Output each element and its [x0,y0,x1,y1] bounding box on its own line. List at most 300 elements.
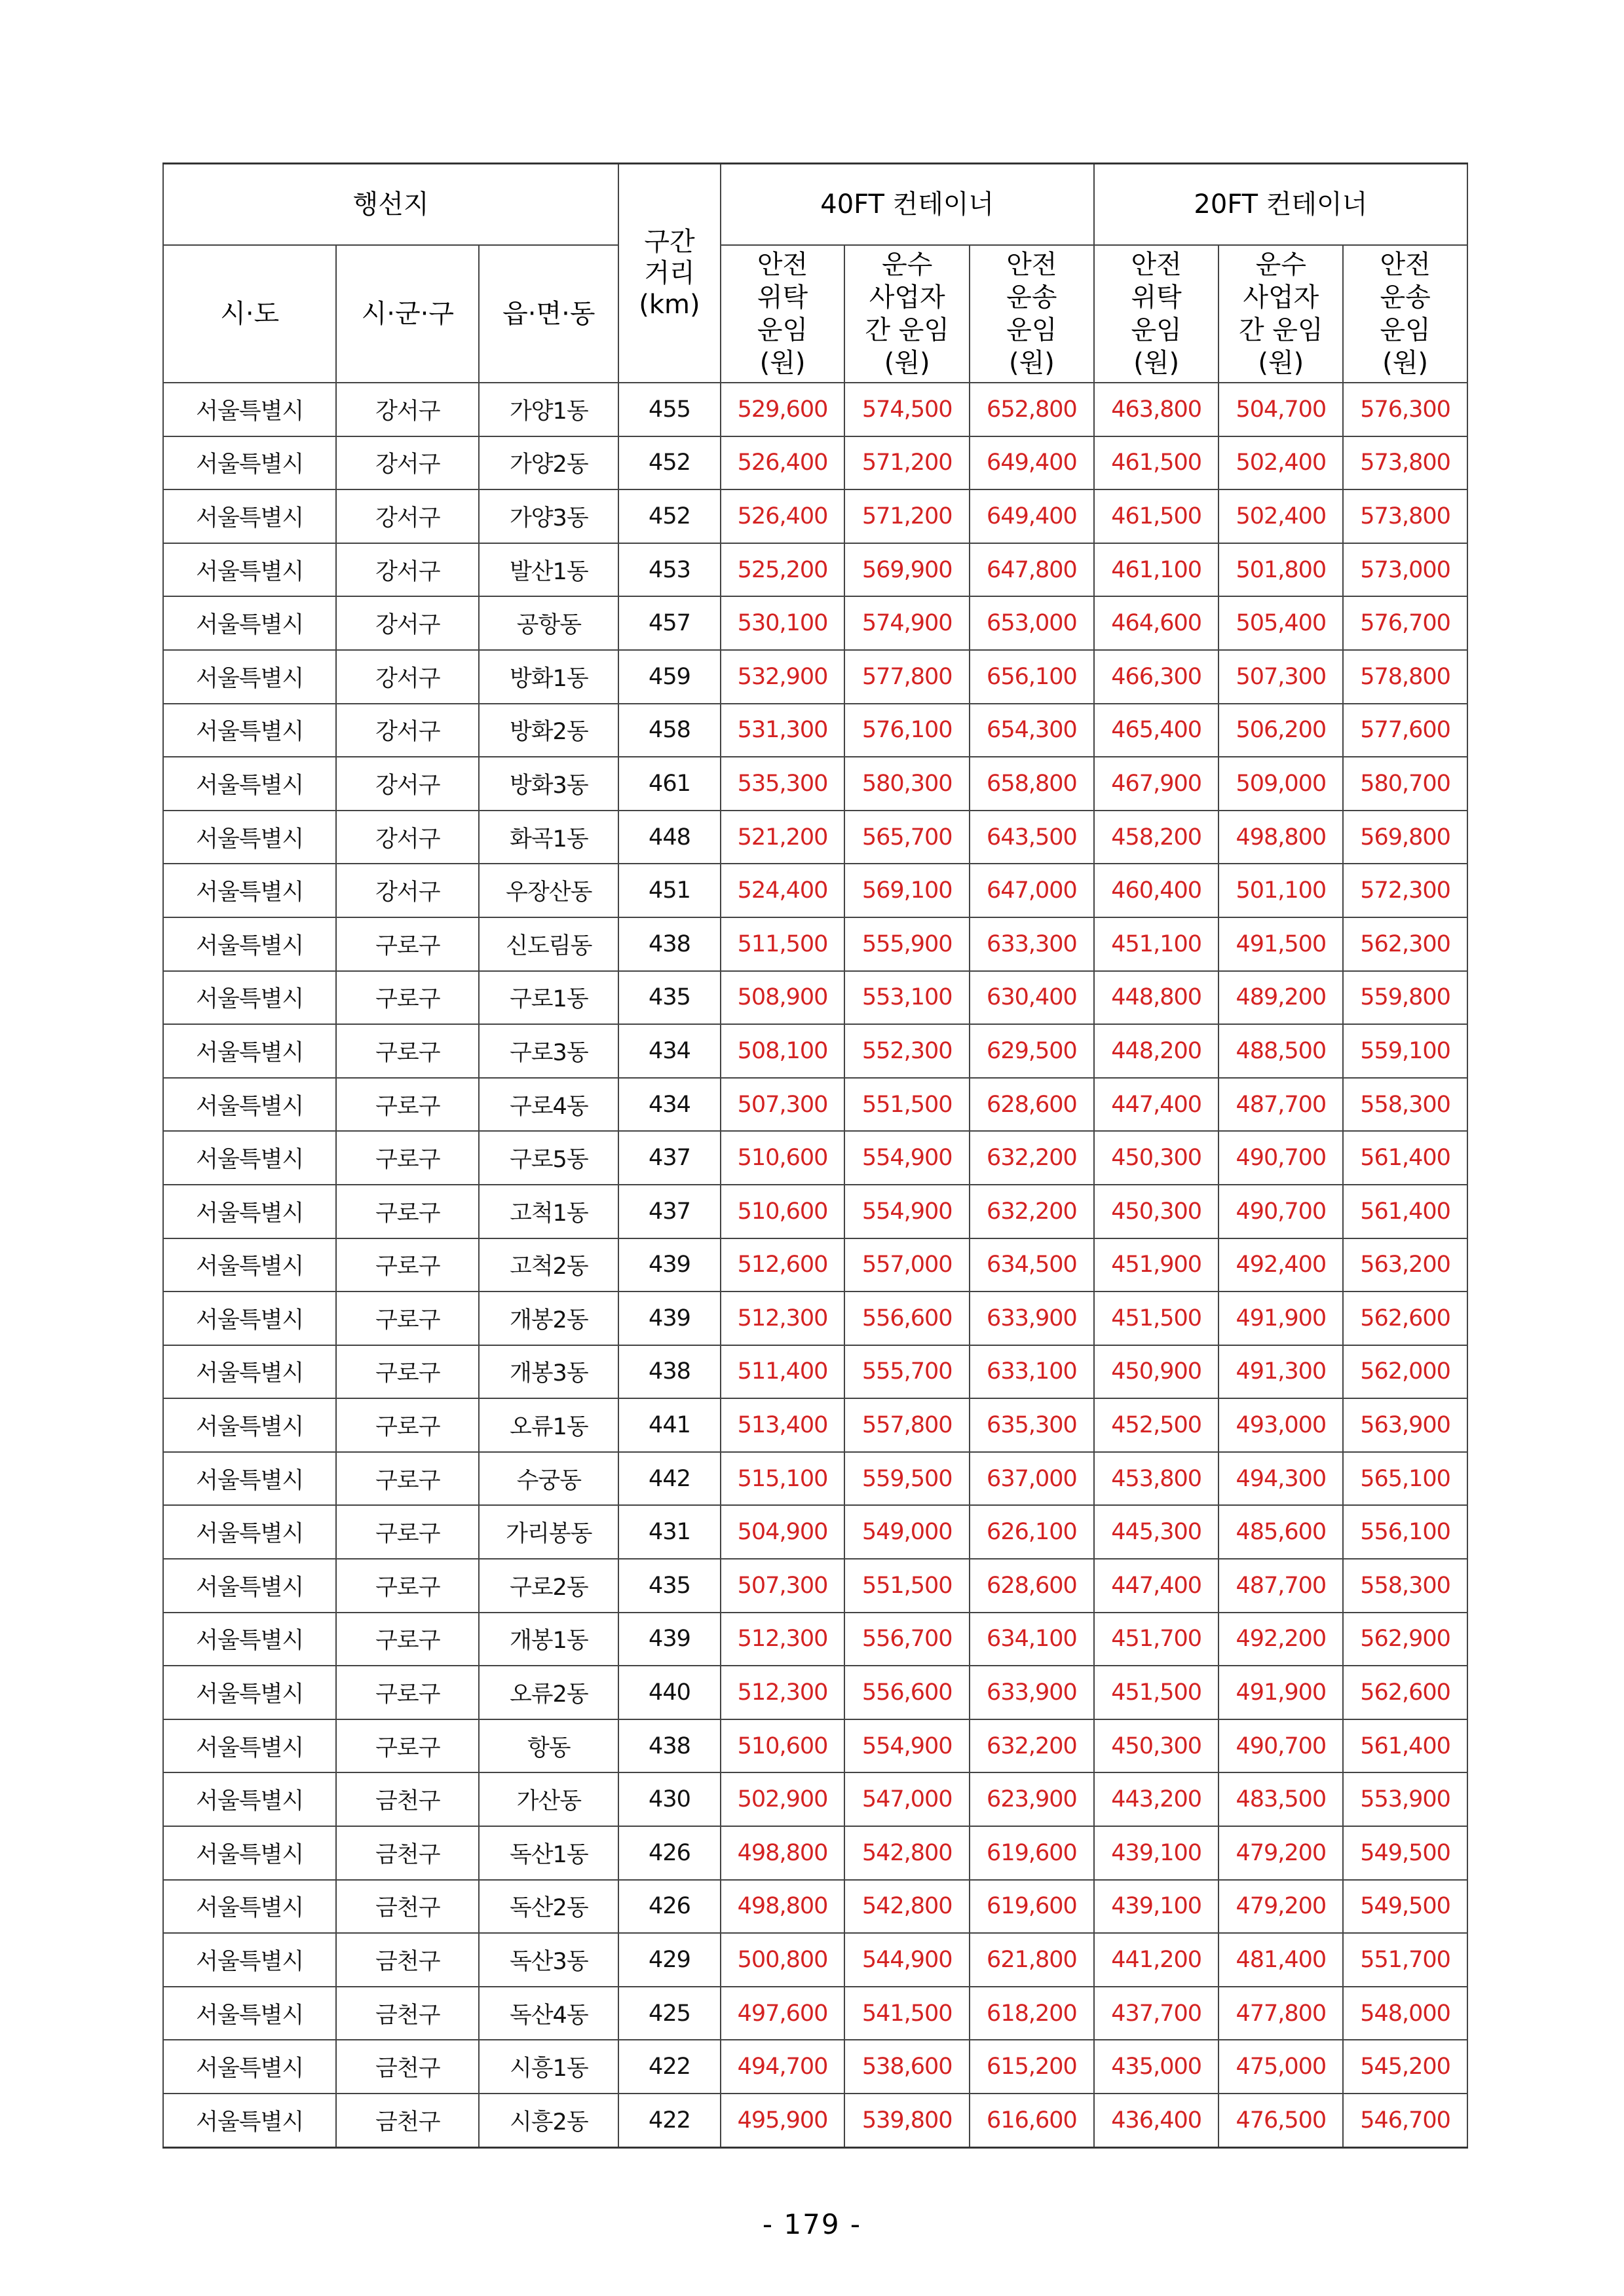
table-cell: 461,100 [1094,543,1219,597]
table-cell: 489,200 [1218,971,1343,1025]
table-cell: 633,300 [970,917,1094,971]
table-cell: 649,400 [970,489,1094,543]
table-cell: 513,400 [721,1398,845,1452]
table-row [163,1398,1467,1452]
table-cell: 558,300 [1343,1559,1467,1613]
table-cell: 가산동 [479,1772,618,1826]
table-cell: 서울특별시 [163,543,336,597]
table-cell: 서울특별시 [163,383,336,436]
table-cell: 437 [618,1131,720,1185]
table-cell: 금천구 [336,1880,479,1934]
table-cell: 436,400 [1094,2094,1219,2147]
table-cell: 화곡1동 [479,811,618,864]
table-cell: 551,500 [844,1559,970,1613]
table-cell: 553,900 [1343,1772,1467,1826]
table-cell: 450,300 [1094,1185,1219,1238]
table-cell: 558,300 [1343,1078,1467,1132]
table-cell: 545,200 [1343,2040,1467,2094]
table-cell: 535,300 [721,757,845,811]
freight-rate-table [162,163,1468,2149]
table-cell: 576,700 [1343,596,1467,650]
distance-header: 구간 거리 (km) [618,164,720,383]
table-cell: 526,400 [721,436,845,490]
table-cell: 552,300 [844,1024,970,1078]
table-cell: 422 [618,2040,720,2094]
table-cell: 507,300 [721,1078,845,1132]
table-cell: 546,700 [1343,2094,1467,2147]
table-cell: 510,600 [721,1719,845,1773]
table-cell: 개봉3동 [479,1345,618,1399]
table-cell: 501,800 [1218,543,1343,597]
destination-header: 행선지 [163,164,618,246]
table-cell: 438 [618,1719,720,1773]
table-cell: 510,600 [721,1131,845,1185]
table-cell: 서울특별시 [163,1345,336,1399]
table-cell: 450,300 [1094,1131,1219,1185]
si-gun-gu-header: 시·군·구 [336,245,479,383]
table-row [163,1933,1467,1987]
table-cell: 549,500 [1343,1826,1467,1880]
table-cell: 578,800 [1343,650,1467,704]
table-cell: 554,900 [844,1131,970,1185]
table-cell: 서울특별시 [163,1238,336,1292]
table-cell: 452 [618,436,720,490]
table-cell: 구로구 [336,1292,479,1345]
table-cell: 465,400 [1094,704,1219,757]
table-cell: 498,800 [1218,811,1343,864]
table-cell: 654,300 [970,704,1094,757]
table-cell: 금천구 [336,1772,479,1826]
table-cell: 개봉1동 [479,1613,618,1666]
table-cell: 512,300 [721,1292,845,1345]
table-cell: 구로구 [336,917,479,971]
ft40-carrier-header: 운수 사업자 간 운임 (원) [844,245,970,383]
table-cell: 569,800 [1343,811,1467,864]
table-cell: 강서구 [336,436,479,490]
table-cell: 구로구 [336,1613,479,1666]
table-cell: 619,600 [970,1880,1094,1934]
table-cell: 555,700 [844,1345,970,1399]
table-cell: 강서구 [336,489,479,543]
table-row [163,1613,1467,1666]
table-cell: 441 [618,1398,720,1452]
table-cell: 453,800 [1094,1452,1219,1506]
table-cell: 시흥1동 [479,2040,618,2094]
table-cell: 서울특별시 [163,1292,336,1345]
table-cell: 649,400 [970,436,1094,490]
table-cell: 서울특별시 [163,650,336,704]
table-cell: 565,100 [1343,1452,1467,1506]
table-cell: 서울특별시 [163,436,336,490]
table-row [163,1772,1467,1826]
table-cell: 632,200 [970,1185,1094,1238]
table-cell: 가양1동 [479,383,618,436]
table-cell: 551,700 [1343,1933,1467,1987]
table-cell: 634,500 [970,1238,1094,1292]
table-cell: 544,900 [844,1933,970,1987]
ft40-container-header: 40FT 컨테이너 [721,164,1094,246]
table-cell: 629,500 [970,1024,1094,1078]
table-cell: 491,500 [1218,917,1343,971]
table-row [163,1238,1467,1292]
table-cell: 559,100 [1343,1024,1467,1078]
table-cell: 463,800 [1094,383,1219,436]
table-cell: 580,700 [1343,757,1467,811]
table-cell: 서울특별시 [163,1826,336,1880]
table-cell: 438 [618,917,720,971]
table-cell: 658,800 [970,757,1094,811]
table-cell: 637,000 [970,1452,1094,1506]
table-header [163,164,1467,383]
table-cell: 576,100 [844,704,970,757]
table-cell: 426 [618,1880,720,1934]
table-cell: 562,600 [1343,1292,1467,1345]
table-cell: 504,900 [721,1505,845,1559]
table-cell: 독산4동 [479,1987,618,2040]
table-cell: 구로구 [336,1398,479,1452]
table-cell: 498,800 [721,1880,845,1934]
table-cell: 633,100 [970,1345,1094,1399]
table-cell: 554,900 [844,1719,970,1773]
table-cell: 531,300 [721,704,845,757]
table-cell: 466,300 [1094,650,1219,704]
table-cell: 451,100 [1094,917,1219,971]
table-cell: 서울특별시 [163,1452,336,1506]
table-row [163,1131,1467,1185]
table-row [163,2094,1467,2147]
table-row [163,1987,1467,2040]
table-cell: 독산2동 [479,1880,618,1934]
table-cell: 633,900 [970,1292,1094,1345]
table-cell: 505,400 [1218,596,1343,650]
table-cell: 512,300 [721,1613,845,1666]
table-cell: 634,100 [970,1613,1094,1666]
table-cell: 서울특별시 [163,864,336,917]
table-cell: 494,700 [721,2040,845,2094]
table-cell: 강서구 [336,757,479,811]
table-cell: 구로2동 [479,1559,618,1613]
table-row [163,1666,1467,1719]
table-row [163,1452,1467,1506]
table-cell: 서울특별시 [163,1719,336,1773]
table-cell: 571,200 [844,436,970,490]
table-cell: 561,400 [1343,1719,1467,1773]
table-cell: 652,800 [970,383,1094,436]
table-cell: 서울특별시 [163,489,336,543]
table-cell: 고척1동 [479,1185,618,1238]
table-cell: 628,600 [970,1078,1094,1132]
table-cell: 서울특별시 [163,971,336,1025]
table-cell: 647,800 [970,543,1094,597]
table-cell: 금천구 [336,2094,479,2147]
table-cell: 강서구 [336,704,479,757]
table-cell: 481,400 [1218,1933,1343,1987]
table-cell: 556,100 [1343,1505,1467,1559]
table-cell: 563,200 [1343,1238,1467,1292]
table-cell: 우장산동 [479,864,618,917]
table-cell: 451,500 [1094,1666,1219,1719]
table-cell: 504,700 [1218,383,1343,436]
table-cell: 시흥2동 [479,2094,618,2147]
table-cell: 439 [618,1292,720,1345]
table-cell: 483,500 [1218,1772,1343,1826]
table-cell: 강서구 [336,596,479,650]
table-cell: 442 [618,1452,720,1506]
table-cell: 621,800 [970,1933,1094,1987]
table-cell: 633,900 [970,1666,1094,1719]
table-cell: 509,000 [1218,757,1343,811]
table-row [163,1292,1467,1345]
table-cell: 강서구 [336,383,479,436]
table-cell: 구로구 [336,1345,479,1399]
table-cell: 452 [618,489,720,543]
table-cell: 491,300 [1218,1345,1343,1399]
table-cell: 467,900 [1094,757,1219,811]
table-cell: 557,800 [844,1398,970,1452]
table-cell: 구로구 [336,1505,479,1559]
table-cell: 623,900 [970,1772,1094,1826]
table-cell: 강서구 [336,650,479,704]
table-cell: 618,200 [970,1987,1094,2040]
table-cell: 오류1동 [479,1398,618,1452]
table-cell: 구로구 [336,1452,479,1506]
table-cell: 464,600 [1094,596,1219,650]
table-cell: 569,100 [844,864,970,917]
table-row [163,650,1467,704]
table-cell: 508,900 [721,971,845,1025]
table-cell: 439,100 [1094,1826,1219,1880]
table-cell: 561,400 [1343,1131,1467,1185]
table-row [163,971,1467,1025]
table-cell: 491,900 [1218,1666,1343,1719]
table-cell: 532,900 [721,650,845,704]
table-cell: 562,000 [1343,1345,1467,1399]
table-cell: 서울특별시 [163,1505,336,1559]
table-cell: 구로구 [336,1559,479,1613]
table-cell: 510,600 [721,1185,845,1238]
table-cell: 515,100 [721,1452,845,1506]
page-number: - 179 - [762,2208,862,2240]
table-cell: 구로구 [336,1024,479,1078]
table-cell: 구로구 [336,1078,479,1132]
table-cell: 독산3동 [479,1933,618,1987]
table-cell: 647,000 [970,864,1094,917]
table-cell: 502,400 [1218,489,1343,543]
table-cell: 521,200 [721,811,845,864]
table-cell: 492,400 [1218,1238,1343,1292]
ft40-safe-transport-header: 안전 운송 운임 (원) [970,245,1094,383]
table-cell: 562,300 [1343,917,1467,971]
table-cell: 방화2동 [479,704,618,757]
table-cell: 556,700 [844,1613,970,1666]
table-cell: 511,500 [721,917,845,971]
table-cell: 507,300 [721,1559,845,1613]
table-cell: 530,100 [721,596,845,650]
table-body [163,383,1467,2147]
table-cell: 항동 [479,1719,618,1773]
table-cell: 서울특별시 [163,811,336,864]
table-cell: 559,500 [844,1452,970,1506]
table-cell: 서울특별시 [163,1131,336,1185]
table-cell: 561,400 [1343,1185,1467,1238]
table-cell: 460,400 [1094,864,1219,917]
table-cell: 562,900 [1343,1613,1467,1666]
table-cell: 서울특별시 [163,1613,336,1666]
table-cell: 발산1동 [479,543,618,597]
table-cell: 서울특별시 [163,1933,336,1987]
table-cell: 461,500 [1094,489,1219,543]
table-cell: 497,600 [721,1987,845,2040]
table-cell: 577,600 [1343,704,1467,757]
table-cell: 425 [618,1987,720,2040]
table-cell: 485,600 [1218,1505,1343,1559]
table-cell: 529,600 [721,383,845,436]
table-cell: 580,300 [844,757,970,811]
table-cell: 금천구 [336,2040,479,2094]
table-cell: 구로구 [336,1238,479,1292]
table-cell: 541,500 [844,1987,970,2040]
table-cell: 574,500 [844,383,970,436]
table-cell: 451,700 [1094,1613,1219,1666]
table-cell: 490,700 [1218,1185,1343,1238]
table-cell: 서울특별시 [163,1559,336,1613]
table-cell: 방화1동 [479,650,618,704]
table-cell: 554,900 [844,1185,970,1238]
table-row [163,2040,1467,2094]
table-cell: 구로4동 [479,1078,618,1132]
table-row [163,1078,1467,1132]
table-cell: 632,200 [970,1131,1094,1185]
eup-myeon-dong-header: 읍·면·동 [479,245,618,383]
si-do-header: 시·도 [163,245,336,383]
table-cell: 447,400 [1094,1559,1219,1613]
table-cell: 573,000 [1343,543,1467,597]
table-cell: 475,000 [1218,2040,1343,2094]
table-cell: 615,200 [970,2040,1094,2094]
table-cell: 439 [618,1613,720,1666]
table-cell: 신도림동 [479,917,618,971]
table-cell: 557,000 [844,1238,970,1292]
table-cell: 437 [618,1185,720,1238]
table-cell: 451,900 [1094,1238,1219,1292]
table-cell: 강서구 [336,543,479,597]
table-cell: 서울특별시 [163,1398,336,1452]
table-cell: 508,100 [721,1024,845,1078]
table-row [163,917,1467,971]
table-row [163,1880,1467,1934]
table-cell: 구로구 [336,1131,479,1185]
table-cell: 430 [618,1772,720,1826]
table-cell: 가양3동 [479,489,618,543]
table-cell: 453 [618,543,720,597]
ft20-safe-consign-header: 안전 위탁 운임 (원) [1094,245,1219,383]
table-cell: 492,200 [1218,1613,1343,1666]
table-cell: 459 [618,650,720,704]
table-cell: 563,900 [1343,1398,1467,1452]
table-cell: 539,800 [844,2094,970,2147]
table-cell: 569,900 [844,543,970,597]
table-cell: 452,500 [1094,1398,1219,1452]
table-cell: 공항동 [479,596,618,650]
table-cell: 450,900 [1094,1345,1219,1399]
table-cell: 565,700 [844,811,970,864]
ft40-safe-consign-header: 안전 위탁 운임 (원) [721,245,845,383]
table-cell: 440 [618,1666,720,1719]
table-cell: 구로3동 [479,1024,618,1078]
table-cell: 431 [618,1505,720,1559]
table-cell: 502,900 [721,1772,845,1826]
table-cell: 448,800 [1094,971,1219,1025]
table-cell: 독산1동 [479,1826,618,1880]
table-row [163,1559,1467,1613]
ft20-container-header: 20FT 컨테이너 [1094,164,1467,246]
table-cell: 443,200 [1094,1772,1219,1826]
table-cell: 가리봉동 [479,1505,618,1559]
table-cell: 447,400 [1094,1078,1219,1132]
table-cell: 626,100 [970,1505,1094,1559]
table-cell: 448 [618,811,720,864]
table-cell: 525,200 [721,543,845,597]
table-cell: 금천구 [336,1826,479,1880]
table-row [163,543,1467,597]
table-row [163,1345,1467,1399]
table-cell: 501,100 [1218,864,1343,917]
table-cell: 서울특별시 [163,1772,336,1826]
table-row [163,383,1467,436]
table-cell: 574,900 [844,596,970,650]
table-cell: 577,800 [844,650,970,704]
table-cell: 494,300 [1218,1452,1343,1506]
table-cell: 476,500 [1218,2094,1343,2147]
table-cell: 526,400 [721,489,845,543]
table-cell: 487,700 [1218,1078,1343,1132]
table-cell: 서울특별시 [163,704,336,757]
table-cell: 구로구 [336,1666,479,1719]
table-row [163,1505,1467,1559]
table-row [163,1719,1467,1773]
table-row [163,864,1467,917]
table-cell: 556,600 [844,1666,970,1719]
table-row [163,704,1467,757]
table-cell: 가양2동 [479,436,618,490]
table-row [163,436,1467,490]
table-cell: 435 [618,971,720,1025]
table-cell: 461,500 [1094,436,1219,490]
table-cell: 562,600 [1343,1666,1467,1719]
table-cell: 방화3동 [479,757,618,811]
table-cell: 458,200 [1094,811,1219,864]
table-cell: 493,000 [1218,1398,1343,1452]
table-cell: 491,900 [1218,1292,1343,1345]
table-cell: 금천구 [336,1933,479,1987]
table-cell: 오류2동 [479,1666,618,1719]
table-cell: 451,500 [1094,1292,1219,1345]
table-cell: 구로5동 [479,1131,618,1185]
table-cell: 수궁동 [479,1452,618,1506]
table-cell: 630,400 [970,971,1094,1025]
table-row [163,1826,1467,1880]
table-cell: 542,800 [844,1880,970,1934]
table-cell: 653,000 [970,596,1094,650]
table-cell: 507,300 [1218,650,1343,704]
table-cell: 553,100 [844,971,970,1025]
table-cell: 구로구 [336,1719,479,1773]
table-cell: 금천구 [336,1987,479,2040]
table-cell: 457 [618,596,720,650]
table-cell: 632,200 [970,1719,1094,1773]
table-cell: 576,300 [1343,383,1467,436]
table-cell: 628,600 [970,1559,1094,1613]
